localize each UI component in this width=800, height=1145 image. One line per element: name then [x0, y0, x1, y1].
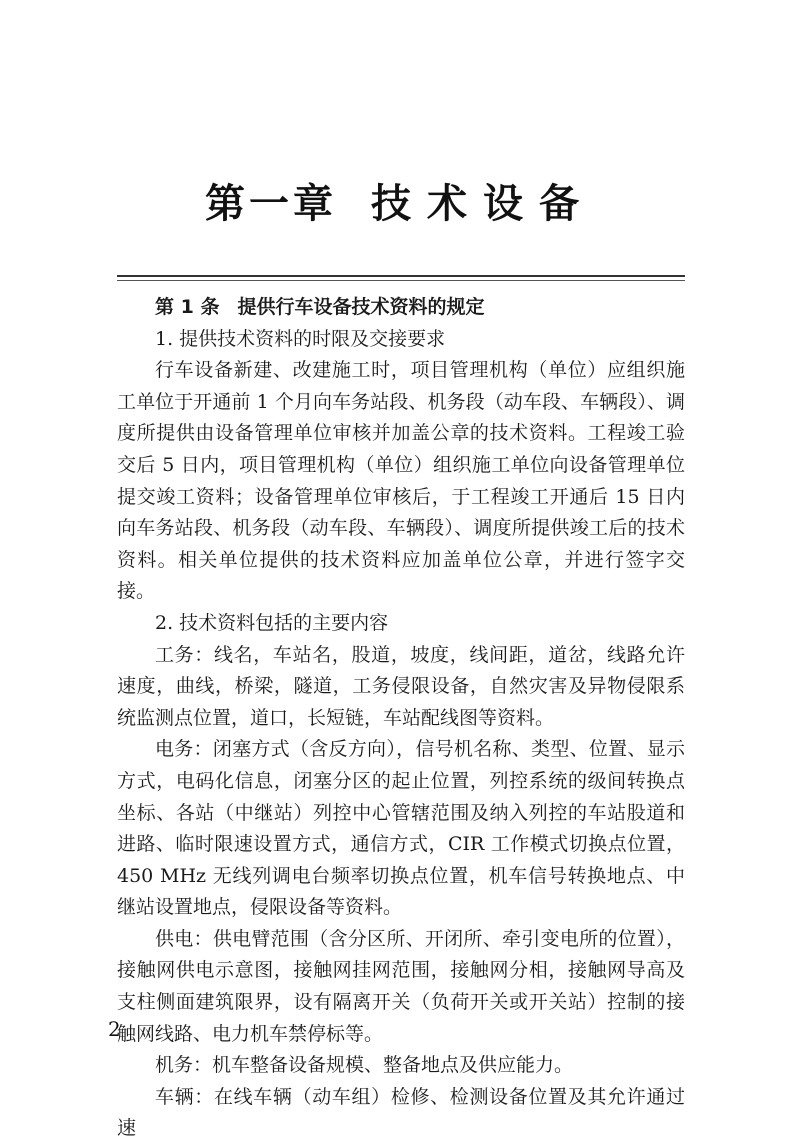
page-number: 2 — [108, 1017, 121, 1041]
title-divider-thick — [117, 275, 685, 277]
paragraph-track-works: 工务：线名，车站名，股道，坡度，线间距，道岔，线路允许速度，曲线，桥梁，隧道，工务侵限设备，自然灾害及异物侵限系统监测点位置，道口，长短链，车站配线图等资料。 — [117, 643, 685, 729]
title-divider-thin — [117, 280, 685, 281]
paragraph-power-supply: 供电：供电臂范围（含分区所、开闭所、牵引变电所的位置），接触网供电示意图，接触网挂网范围，接触网分相，接触网导高及支柱侧面建筑限界，设有隔离开关（负荷开关或开关站）控制的接触网线路、电力机车禁停标等。 — [117, 927, 685, 1045]
chapter-name: 技术设备 — [371, 181, 595, 227]
body-text — [117, 292, 685, 1145]
paragraph-signal-telecom: 电务：闭塞方式（含反方向），信号机名称、类型、位置、显示方式，电码化信息，闭塞分区的起止位置，列控系统的级间转换点坐标、各站（中继站）列控中心管辖范围及纳入列控的车站股道和进路、临时限速设置方式，通信方式，CIR 工作模式切换点位置，450 MHz 无线列调电台频率切换点位置，机车信号转换地点、中继站设置地点，侵限设备等资料。 — [117, 738, 685, 919]
paragraph-handover: 行车设备新建、改建施工时，项目管理机构（单位）应组织施工单位于开通前 1 个月向车务站段、机务段（动车段、车辆段）、调度所提供由设备管理单位审核并加盖公章的技术资料。工程竣工验交后 5 日内，项目管理机构（单位）组织施工单位向设备管理单位提交竣工资料；设备管理单位审核后，于工程竣工开通后 15 日内向车务站段、机务段（动车段、车辆段）、调度所提供竣工后的技术资料。相关单位提供的技术资料应加盖单位公章，并进行签字交接。 — [117, 359, 685, 603]
article-title: 提供行车设备技术资料的规定 — [237, 296, 485, 318]
article-number: 第 1 条 — [155, 296, 220, 318]
article-heading — [117, 292, 685, 324]
chapter-number: 第一章 — [205, 181, 337, 227]
section-heading-time-limit: 1. 提供技术资料的时限及交接要求 — [155, 327, 446, 350]
paragraph-locomotive: 机务：机车整备设备规模、整备地点及供应能力。 — [155, 1054, 574, 1077]
paragraph-rolling-stock: 车辆：在线车辆（动车组）检修、检测设备位置及其允许通过速 — [117, 1085, 685, 1140]
chapter-title — [0, 172, 800, 229]
section-heading-contents: 2. 技术资料包括的主要内容 — [155, 611, 389, 634]
